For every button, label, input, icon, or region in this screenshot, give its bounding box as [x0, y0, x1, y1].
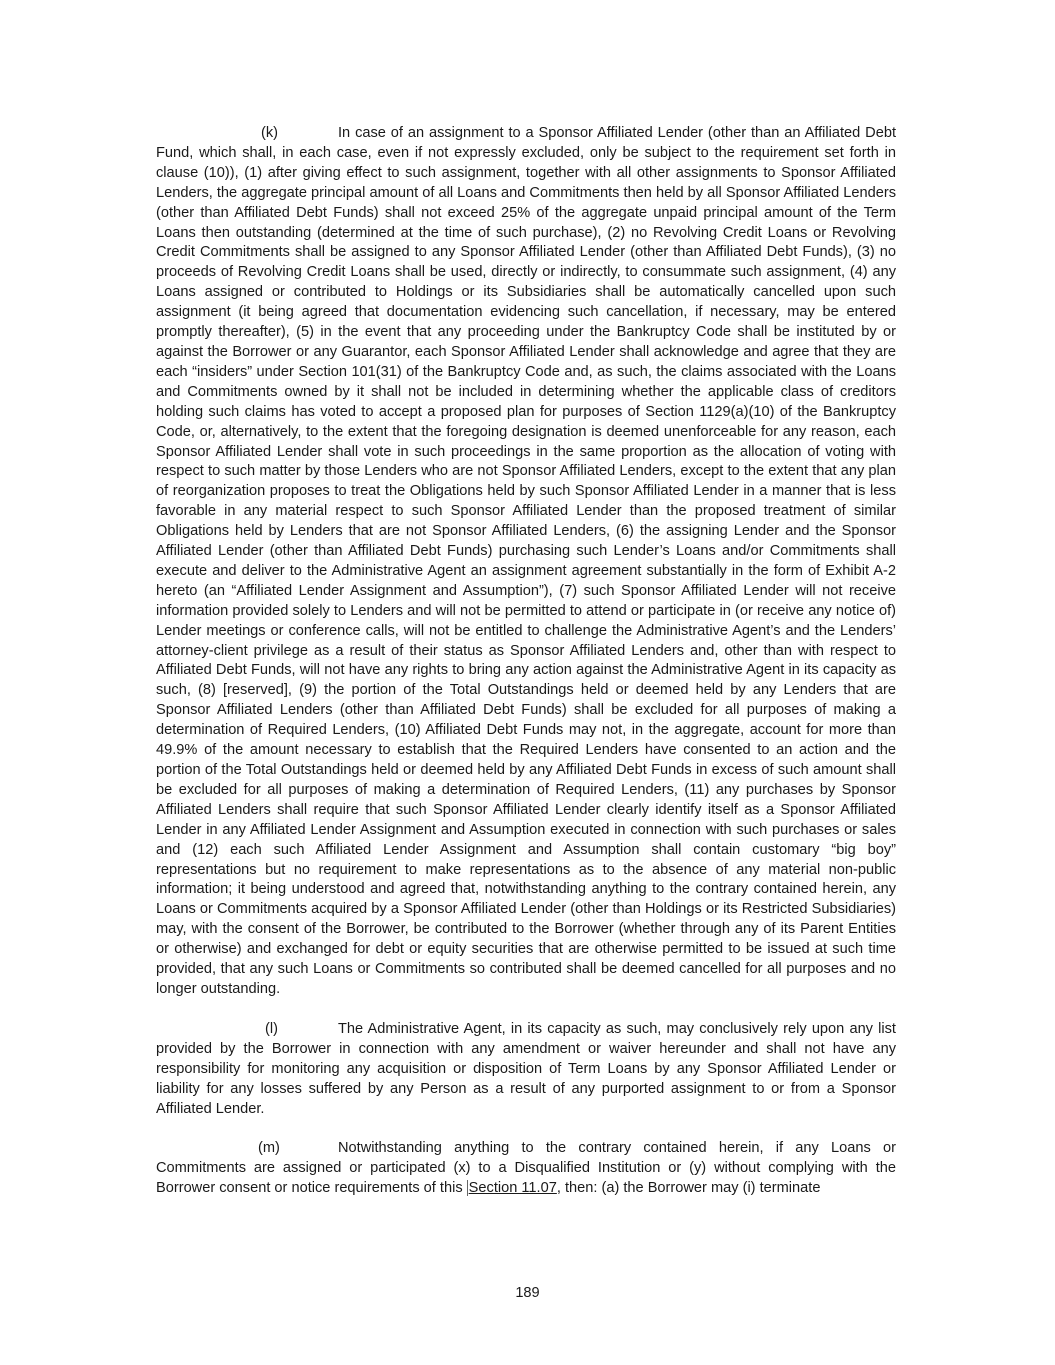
paragraph-m-text-before: Notwithstanding anything to the contrary contained herein, if any Loans or Commitments are assigned or participated (x) to a Disqualified Institution or (y) without complying with the Borrower consent or notice requirements of this — [156, 1140, 896, 1197]
paragraph-l — [156, 1020, 896, 1120]
paragraph-k-marker: (k) — [261, 125, 279, 141]
section-11-07-link[interactable]: Section 11.07 — [468, 1180, 557, 1197]
paragraph-m-marker: (m) — [258, 1140, 280, 1157]
paragraph-l-marker: (l) — [265, 1020, 278, 1037]
page-number: 189 — [515, 1285, 540, 1301]
paragraph-k — [156, 124, 896, 1000]
paragraph-m — [156, 1139, 896, 1199]
paragraph-k-text: In case of an assignment to a Sponsor Affiliated Lender (other than an Affiliated Debt Fund, which shall, in each case, even if not expressly excluded, only be subject to the requirement set forth in clause (10)), (1) after giving effect to such assignment, together with all other assignments to Sponsor Affiliated Lenders, the aggregate principal amount of all Loans and Commitments then held by all Sponsor Affiliated Lenders (other than Affiliated Debt Funds) shall not exceed 25% of the aggregate unpaid principal amount of the Term Loans then outstanding (determined at the time of such purchase), (2) no Revolving Credit Loans or Revolving Credit Commitments shall be assigned to any Sponsor Affiliated Lender (other than Affiliated Debt Funds), (3) no proceeds of Revolving Credit Loans shall be used, directly or indirectly, to consummate such assignment, (4) any Loans assigned or contributed to Holdings or its Subsidiaries shall be automatically cancelled upon such assignment (it being agreed that documentation evidencing such cancellation, if necessary, may be entered promptly thereafter), (5) in the event that any proceeding under the Bankruptcy Code shall be instituted by or against the Borrower or any Guarantor, each Sponsor Affiliated Lender shall acknowledge and agree that they are each “insiders” under Section 101(31) of the Bankruptcy Code and, as such, the claims associated with the Loans and Commitments owned by it shall not be included in determining whether the applicable class of creditors holding such claims has voted to accept a proposed plan for purposes of Section 1129(a)(10) of the Bankruptcy Code, or, alternatively, to the extent that the foregoing designation is deemed unenforceable for any reason, each Sponsor Affiliated Lender shall vote in such proceedings in the same proportion as the allocation of voting with respect to such matter by those Lenders who are not Sponsor Affiliated Lenders, except to the extent that any plan of reorganization proposes to treat the Obligations held by such Sponsor Affiliated Lender in a manner that is less favorable in any material respect to such Sponsor Affiliated Lender than the proposed treatment of similar Obligations held by Lenders that are not Sponsor Affiliated Lenders, (6) the assigning Lender and the Sponsor Affiliated Lender (other than Affiliated Debt Funds) purchasing such Lender’s Loans and/or Commitments shall execute and deliver to the Administrative Agent an assignment agreement substantially in the form of Exhibit A-2 hereto (an “Affiliated Lender Assignment and Assumption”), (7) such Sponsor Affiliated Lender will not receive information provided solely to Lenders and will not be permitted to attend or participate in (or receive any notice of) Lender meetings or conference calls, will not be entitled to challenge the Administrative Agent’s and the Lenders’ attorney-client privilege as a result of their status as Sponsor Affiliated Lenders and, other than with respect to Affiliated Debt Funds, will not have any rights to bring any action against the Administrative Agent in its capacity as such, (8) [reserved], (9) the portion of the Total Outstandings held or deemed held by any Lenders that are Sponsor Affiliated Lenders (other than Affiliated Debt Funds) shall be excluded for all purposes of making a determination of Required Lenders, (10) Affiliated Debt Funds may not, in the aggregate, account for more than 49.9% of the amount necessary to establish that the Required Lenders have consented to an action and the portion of the Total Outstandings held or deemed held by any Affiliated Debt Funds in excess of such amount shall be excluded for all purposes of making a determination of Required Lenders, (11) any purchases by Sponsor Affiliated Lenders shall require that such Sponsor Affiliated Lender clearly identify itself as a Sponsor Affiliated Lender in any Affiliated Lender Assignment and Assumption executed in connection with such purchases or sales and (12) each such Affiliated Lender Assignment and Assumption shall contain customary “big boy” representations but no requirement to make representations as to the absence of any material non-public information; it being understood and agreed that, notwithstanding anything to the contrary contained herein, any Loans or Commitments acquired by a Sponsor Affiliated Lender (other than Holdings or its Restricted Subsidiaries) may, with the consent of the Borrower, be contributed to the Borrower (whether through any of its Parent Entities or otherwise) and exchanged for debt or equity securities that are otherwise permitted to be issued at such time provided, that any such Loans or Commitments so contributed shall be deemed cancelled for all purposes and no longer outstanding. — [156, 125, 896, 997]
document-body — [156, 124, 896, 1199]
paragraph-l-text: The Administrative Agent, in its capacity as such, may conclusively rely upon any list provided by the Borrower in connection with any amendment or waiver hereunder and shall not have any responsibility for monitoring any acquisition or disposition of Term Loans by any Sponsor Affiliated Lender or liability for any losses suffered by any Person as a result of any purported assignment to or from a Sponsor Affiliated Lender. — [156, 1020, 896, 1117]
paragraph-m-text-after: , then: (a) the Borrower may (i) terminate — [556, 1180, 821, 1197]
